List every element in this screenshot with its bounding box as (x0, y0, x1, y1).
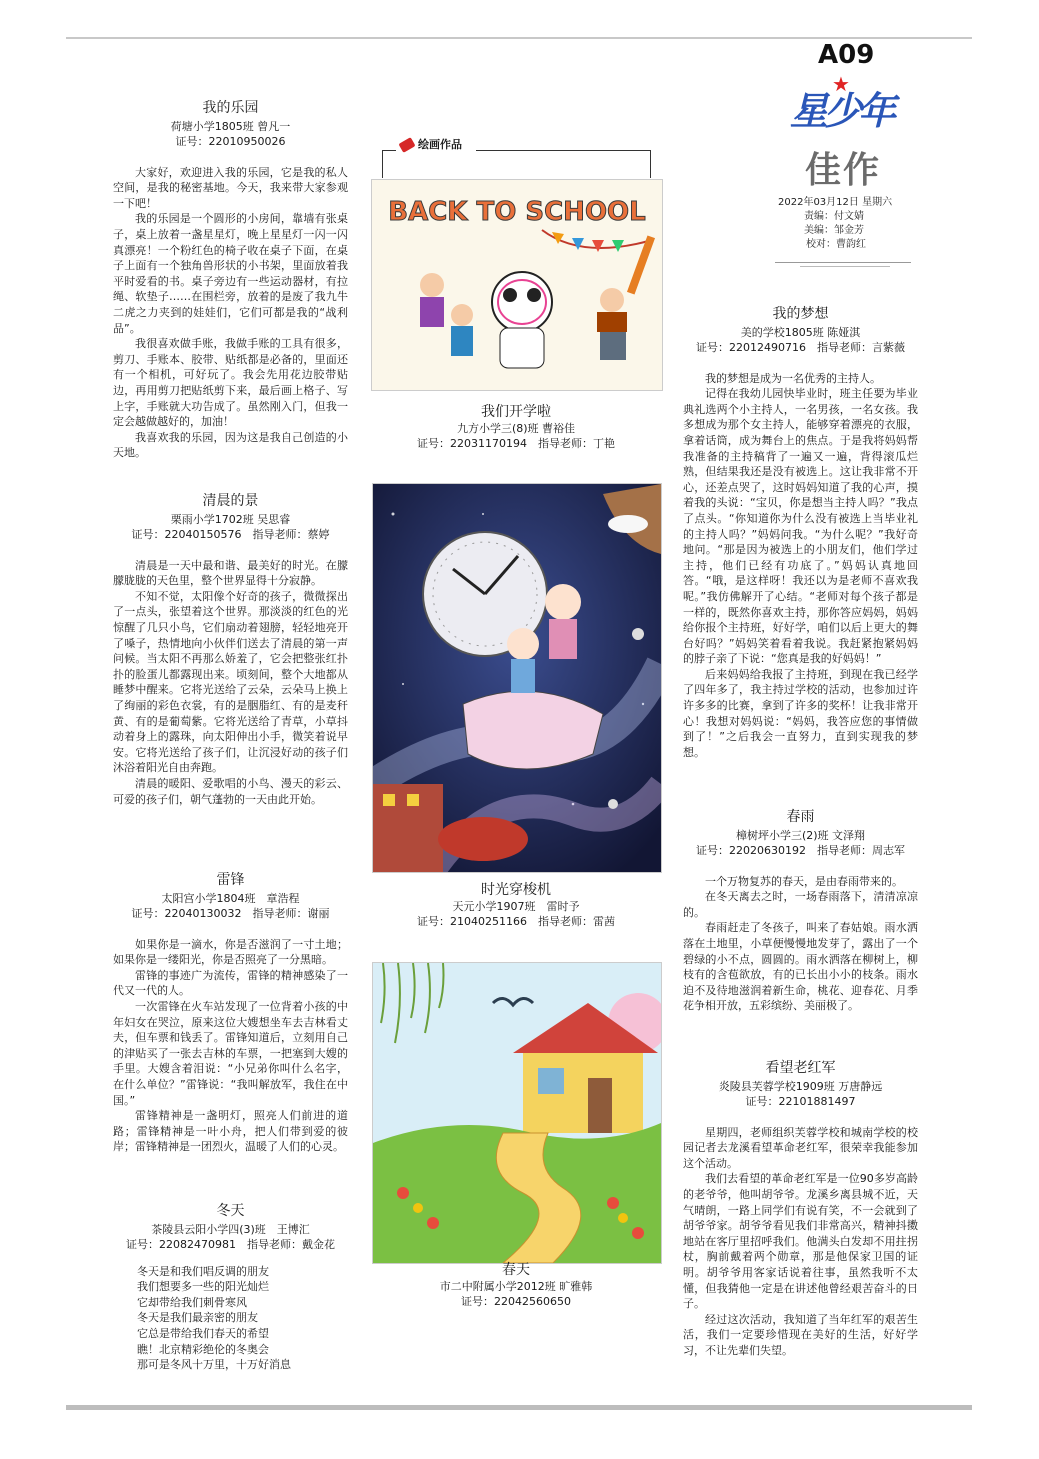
article-body (683, 874, 918, 1014)
article-byline: 炎陵县芙蓉学校1909班 万唐静远 (718, 1079, 883, 1093)
painting-title: 时光穿梭机 (481, 882, 551, 898)
paragraph: 清晨的暖阳、爱歌唱的小鸟、漫天的彩云、可爱的孩子们，朝气蓬勃的一天由此开始。 (113, 776, 348, 806)
divider (800, 266, 890, 267)
art-editor-credit: 美编：邹金芳 (804, 225, 864, 236)
article-title: 冬天 (216, 1203, 245, 1219)
painting-cert: 证号：21040251166 指导老师：雷茜 (417, 915, 615, 928)
issue-date: 2022年03月12日 星期六 (778, 197, 893, 208)
frame-line (476, 150, 650, 151)
divider (775, 262, 911, 263)
paragraph: 我的梦想是成为一名优秀的主持人。 (705, 371, 881, 385)
editor-credit: 责编：付文婧 (804, 211, 864, 222)
poem-line: 瞧！北京精彩绝伦的冬奥会 (137, 1342, 269, 1356)
article-visit-red-army (683, 1061, 918, 1359)
paragraph: 如果你是一滴水，你是否滋润了一寸土地；如果你是一缕阳光，你是否照亮了一分黑暗。 (113, 937, 348, 967)
frame-line (650, 150, 651, 178)
section-label-text: 绘画作品 (418, 138, 462, 151)
article-byline: 樟树坪小学三(2)班 文泽翔 (735, 828, 866, 842)
frame-line (382, 150, 383, 178)
painting-spring (372, 962, 662, 1264)
painting-back-to-school (371, 179, 663, 391)
article-title: 我的梦想 (772, 306, 829, 322)
article-spring-rain (683, 810, 918, 1014)
paragraph: 雷锋精神是一盏明灯，照亮人们前进的道路；雷锋精神是一叶小舟，把人们带到爱的彼岸；雷锋精神是一团烈火，温暖了人们的心灵。 (113, 1109, 348, 1154)
article-title: 雷锋 (216, 872, 245, 888)
paragraph: 经过这次活动，我知道了当年红军的艰苦生活，我们一定要珍惜现在美好的生活，好好学习，不让先辈们失望。 (683, 1312, 918, 1357)
article-my-dream (683, 307, 918, 760)
section-logo-text: 星少年 (790, 89, 893, 133)
poem-line: 我们想要多一些的阳光灿烂 (137, 1280, 269, 1294)
painting-caption (372, 883, 660, 929)
painting-cert: 证号：22042560650 (461, 1295, 571, 1308)
poem-line: 它总是带给我们春天的希望 (137, 1326, 269, 1340)
page-number: A09 (818, 40, 875, 70)
painting-illustration (372, 180, 662, 390)
poem-line: 冬天是和我们唱反调的朋友 (137, 1264, 269, 1278)
paragraph: 一个万物复苏的春天，是由春雨带来的。 (705, 874, 903, 888)
top-rule (66, 37, 972, 39)
poem-line: 它却带给我们刺骨寒风 (137, 1295, 247, 1309)
bottom-rule (66, 1405, 972, 1410)
article-body (113, 165, 348, 461)
article-cert: 证号：22101881497 (745, 1094, 856, 1108)
article-my-paradise (113, 101, 348, 461)
poem-line: 那可是冬风十万里，十万好消息 (137, 1358, 291, 1372)
pencil-icon (398, 137, 415, 153)
article-title: 我的乐园 (202, 100, 259, 116)
paragraph: 后来妈妈给我报了主持班，到现在我已经学了四年多了，我主持过学校的活动，也参加过许许多多的比赛，拿到了许多的奖杯！让我非常开心！我想对妈妈说：“妈妈，我答应您的事情做到了！”之后我会一直努力，直到实现我的梦想。 (683, 667, 918, 759)
painting-illustration (373, 484, 661, 872)
article-cert: 证号：22040130032 指导老师：谢丽 (131, 906, 330, 920)
painting-title: 我们开学啦 (481, 404, 551, 420)
issue-meta (772, 196, 912, 252)
star-icon: ★ (832, 72, 850, 96)
painting-title: 春天 (502, 1262, 530, 1278)
painting-caption (371, 405, 661, 451)
article-morning-scene (113, 494, 348, 807)
article-body (683, 1125, 918, 1359)
article-body (683, 371, 918, 761)
article-body (113, 937, 348, 1155)
article-winter (113, 1204, 348, 1373)
paragraph: 一次雷锋在火车站发现了一位背着小孩的中年妇女在哭泣，原来这位大嫂想坐车去吉林看丈夫，但车票和钱丢了。雷锋知道后，立刻用自己的津贴买了一张去吉林的车票，一把塞到大嫂的手里。大嫂含着泪说：“小兄弟你叫什么名字，在什么单位？”雷锋说：“我叫解放军，我住在中国。” (113, 999, 348, 1107)
painting-banner: BACK TO SCHOOL (388, 197, 646, 227)
paragraph: 我们去看望的革命老红军是一位90多岁高龄的老爷爷，他叫胡爷爷。龙溪乡离县城不近，天气晴朗，一路上同学们有说有笑，不一会就到了胡爷爷家。胡爷爷看见我们非常高兴，精神抖擞地站在客厅里招呼我们。他满头白发却不用拄拐杖，胸前戴着两个勋章，那是他保家卫国的证明。胡爷爷用客家话说着往事，虽然我听不太懂，但我猜他一定是在讲述他曾经艰苦奋斗的日子。 (683, 1172, 918, 1311)
paragraph: 我很喜欢做手账，我做手账的工具有很多，剪刀、手账本、胶带、贴纸都是必备的，里面还有一个相机，可好玩了。我会先用花边胶带贴边，再用剪刀把贴纸剪下来，最后画上格子、写上字，手账就大功告成了。虽然刚入门，但我一定会越做越好的，加油！ (113, 337, 348, 429)
painting-illustration (373, 963, 661, 1263)
article-byline: 太阳宫小学1804班 章浩程 (161, 891, 300, 905)
article-cert: 证号：22010950026 (175, 134, 286, 148)
section-label (400, 136, 462, 152)
section-title: 佳作 (805, 150, 882, 191)
poem-body (137, 1264, 348, 1373)
article-cert: 证号：22020630192 指导老师：周志军 (696, 843, 905, 857)
poem-line: 冬天是我们最亲密的朋友 (137, 1311, 258, 1325)
painting-byline: 市二中附属小学2012班 旷雅韩 (439, 1280, 593, 1293)
paragraph: 清晨是一天中最和谐、最美好的时光。在朦朦胧胧的天色里，整个世界显得十分寂静。 (113, 558, 348, 588)
paragraph: 星期四，老师组织芙蓉学校和城南学校的校园记者去龙溪看望革命老红军，很荣幸我能参加这个活动。 (683, 1125, 918, 1170)
frame-line (382, 150, 396, 151)
painting-caption (372, 1263, 660, 1309)
article-cert: 证号：22040150576 指导老师：蔡婷 (131, 527, 330, 541)
paragraph: 雷锋的事迹广为流传，雷锋的精神感染了一代又一代的人。 (113, 968, 348, 998)
painting-byline: 天元小学1907班 雷时予 (452, 900, 580, 913)
paragraph: 记得在我幼儿园快毕业时，班主任要为毕业典礼选两个小主持人，一名男孩，一名女孩。我多想成为那个女主持人，能够穿着漂亮的衣服，拿着话筒，成为舞台上的焦点。于是我将妈妈帮我准备的主持稿背了一遍又一遍，背得滚瓜烂熟，但结果我还是没有被选上。这让我非常不开心，还差点哭了，这时妈妈知道了我的心声，摸着我的头说：“宝贝，你是想当主持人吗？”我点了点头。“你知道你为什么没有被选上当毕业礼的主持人吗？”妈妈问我。“为什么呢？”我好奇地问。“那是因为被选上的小朋友们，他们学过主持，他们已经有功底了。”妈妈认真地回答。“哦，是这样呀！我还以为是老师不喜欢我呢。”我仿佛解开了心结。“老师对每个孩子都是一样的，既然你喜欢主持，那你答应妈妈，妈妈给你报个主持班，好好学，咱们以后上更大的舞台好吗？”妈妈笑着看着我说。我赶紧抱紧妈妈的脖子亲了下说：“您真是我的好妈妈！” (683, 387, 918, 666)
article-byline: 栗雨小学1702班 吴思睿 (170, 512, 291, 526)
article-title: 看望老红军 (765, 1060, 836, 1076)
article-byline: 荷塘小学1805班 曾凡一 (170, 119, 291, 133)
article-body (113, 558, 348, 808)
article-title: 春雨 (786, 809, 815, 825)
article-cert: 证号：22012490716 指导老师：言紫薇 (696, 340, 905, 354)
paragraph: 我喜欢我的乐园，因为这是我自己创造的小天地。 (113, 430, 348, 460)
paragraph: 春雨赶走了冬孩子，叫来了春姑娘。雨水洒落在土地里，小草便慢慢地发芽了，露出了一个碧绿的小不点，圆圆的。雨水洒落在柳树上，柳枝有的含苞欲放，有的已长出小小的枝条。雨水迫不及待地滋润着新生命，桃花、迎春花、月季花争相开放，五彩缤纷、美丽极了。 (683, 921, 918, 1013)
article-byline: 茶陵县云阳小学四(3)班 王博汇 (151, 1222, 310, 1236)
article-cert: 证号：22082470981 指导老师：戴金花 (126, 1237, 335, 1251)
paragraph: 大家好，欢迎进入我的乐园，它是我的私人空间，是我的秘密基地。今天，我来带大家参观一下吧！ (113, 165, 348, 210)
painting-byline: 九方小学三(8)班 曹裕佳 (456, 422, 576, 435)
paragraph: 不知不觉，太阳像个好奇的孩子，微微探出了一点头，张望着这个世界。那淡淡的红色的光惊醒了几只小鸟，它们扇动着翅膀，轻轻地亮开了嗓子，热情地向小伙伴们送去了清晨的第一声问候。当太阳不再那么娇羞了，它会把整张红扑扑的脸蛋儿都露现出来。顷刻间，整个大地都从睡梦中醒来。它将光送给了云朵，云朵马上换上了绚丽的彩色衣裳，有的是胭脂红、有的是麦秆黄、有的是葡萄紫。它将光送给了青草，小草抖动着身上的露珠，向太阳伸出小手，微笑着说早安。它将光送给了孩子们，让沉浸好动的孩子们沐浴着阳光自由奔跑。 (113, 589, 348, 775)
paragraph: 在冬天离去之时，一场春雨落下，清清凉凉的。 (683, 890, 918, 919)
proofreader-credit: 校对：曹韵红 (806, 239, 866, 250)
article-lei-feng (113, 873, 348, 1155)
article-byline: 美的学校1805班 陈娅淇 (740, 325, 861, 339)
painting-time-machine (372, 483, 662, 873)
article-title: 清晨的景 (202, 493, 259, 509)
painting-cert: 证号：22031170194 指导老师：丁艳 (417, 437, 615, 450)
paragraph: 我的乐园是一个圆形的小房间，靠墙有张桌子，桌上放着一盏星星灯，晚上星星灯一闪一闪真漂亮！一个粉红色的椅子收在桌子下面，在桌子上面有一个独角兽形状的小书架，里面放着我平时爱看的书。桌子旁边有一些运动器材，有拉绳、软垫子……在围栏旁，放着的是废了我九牛二虎之力夹到的娃娃们，它们可都是我的“战利品”。 (113, 212, 348, 335)
